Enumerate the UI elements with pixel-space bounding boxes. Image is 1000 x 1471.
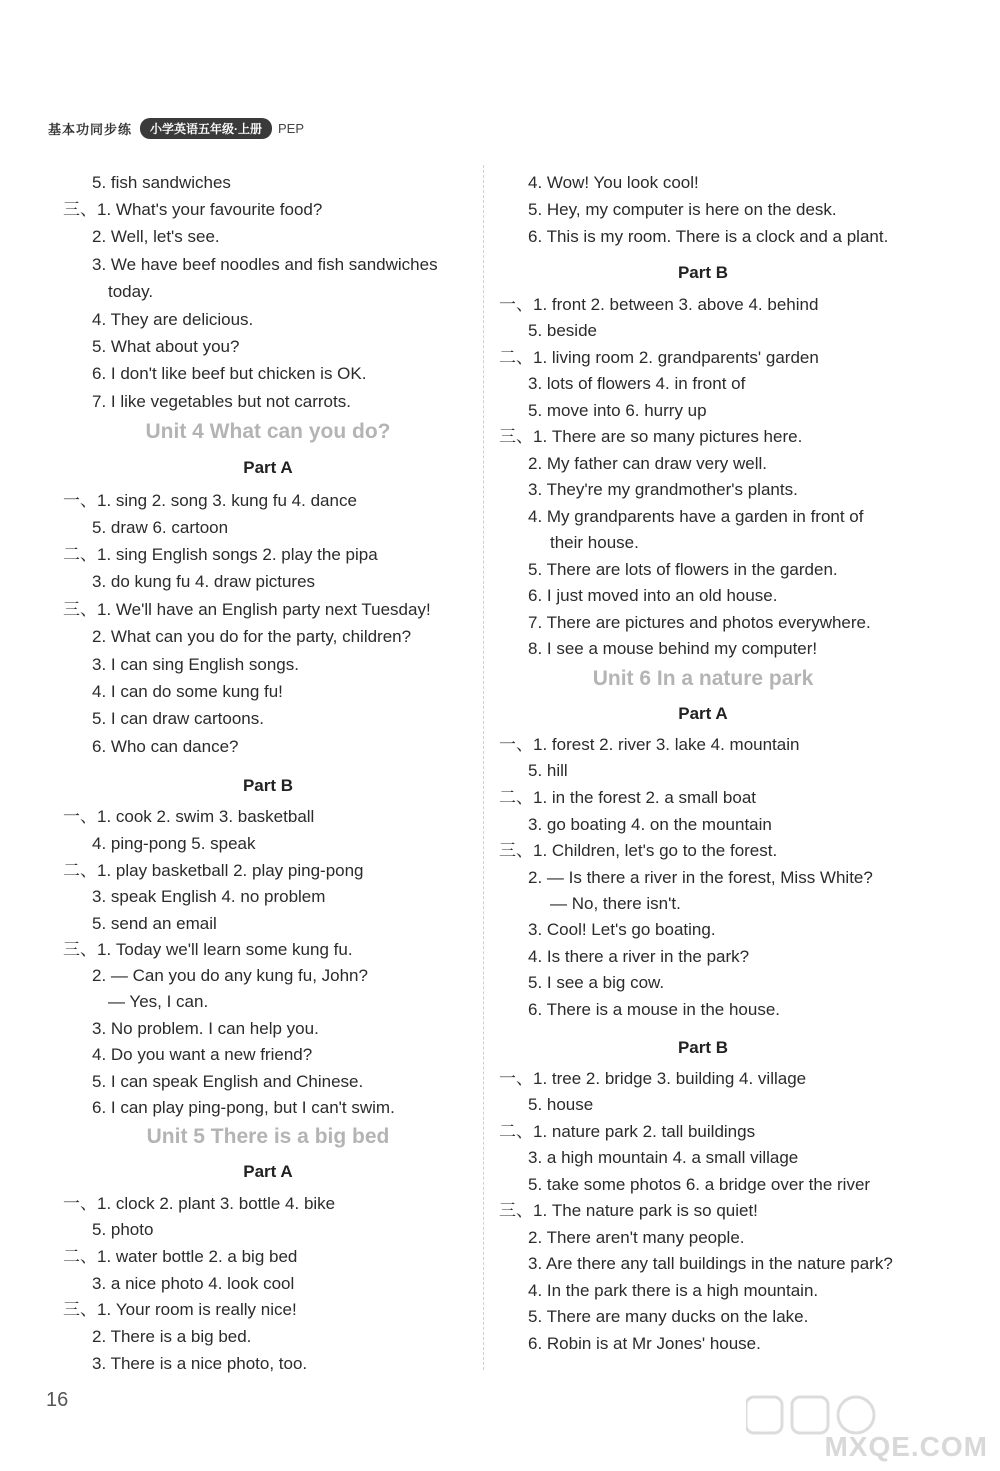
left-answer-line: 3. We have beef noodles and fish sandwiches: [92, 255, 438, 274]
left-answer-line: 6. I can play ping-pong, but I can't swim.: [92, 1098, 395, 1117]
right-answer-line: 一、1. tree 2. bridge 3. building 4. village: [499, 1069, 807, 1088]
right-answer-line: 5. There are lots of flowers in the garden.: [528, 560, 838, 579]
left-answer-line: 一、1. cook 2. swim 3. basketball: [63, 807, 315, 826]
right-answer-line: 2. My father can draw very well.: [528, 454, 768, 473]
left-answer-line: 3. There is a nice photo, too.: [92, 1354, 308, 1373]
right-part-heading: Part B: [677, 263, 729, 282]
right-answer-line: 一、1. front 2. between 3. above 4. behind: [499, 295, 819, 314]
right-answer-line: 3. go boating 4. on the mountain: [528, 815, 772, 834]
left-answer-line: 6. I don't like beef but chicken is OK.: [92, 364, 367, 383]
left-unit-heading: Unit 4 What can you do?: [145, 420, 391, 443]
left-answer-line: 5. I can draw cartoons.: [92, 709, 264, 728]
page-number: 16: [46, 1389, 69, 1411]
left-answer-line: today.: [108, 282, 154, 301]
right-answer-line: 二、1. in the forest 2. a small boat: [499, 788, 757, 807]
right-answer-line: 3. lots of flowers 4. in front of: [528, 374, 746, 393]
left-answer-line: 3. a nice photo 4. look cool: [92, 1274, 295, 1293]
left-part-heading: Part A: [243, 1162, 293, 1181]
watermark-logo-icon: [746, 1395, 986, 1435]
right-answer-line: 5. move into 6. hurry up: [528, 401, 707, 420]
right-answer-line: 5. hill: [528, 761, 568, 780]
left-answer-line: 二、1. play basketball 2. play ping-pong: [63, 861, 364, 880]
subject-badge: 小学英语五年级·上册: [140, 118, 272, 139]
right-answer-line: 5. I see a big cow.: [528, 973, 665, 992]
left-answer-line: 5. draw 6. cartoon: [92, 518, 229, 537]
right-answer-line: 6. I just moved into an old house.: [528, 586, 778, 605]
left-answer-line: 4. They are delicious.: [92, 310, 254, 329]
right-answer-line: 3. Are there any tall buildings in the nature park?: [528, 1254, 893, 1273]
right-answer-line: 5. beside: [528, 321, 597, 340]
left-answer-line: 5. photo: [92, 1220, 154, 1239]
left-answer-line: 4. ping-pong 5. speak: [92, 834, 256, 853]
right-answer-line: 3. a high mountain 4. a small village: [528, 1148, 799, 1167]
right-answer-line: 6. Robin is at Mr Jones' house.: [528, 1334, 761, 1353]
right-answer-line: 6. This is my room. There is a clock and a plant.: [528, 227, 889, 246]
right-answer-line: 4. My grandparents have a garden in front of: [528, 507, 864, 526]
left-answer-line: 3. do kung fu 4. draw pictures: [92, 572, 316, 591]
left-answer-line: 一、1. sing 2. song 3. kung fu 4. dance: [63, 491, 357, 510]
right-answer-line: 三、1. The nature park is so quiet!: [499, 1201, 758, 1220]
left-answer-line: 3. I can sing English songs.: [92, 655, 299, 674]
right-answer-line: 4. Wow! You look cool!: [528, 173, 699, 192]
left-answer-line: 5. I can speak English and Chinese.: [92, 1072, 364, 1091]
left-answer-line: 4. Do you want a new friend?: [92, 1045, 313, 1064]
right-answer-line: 一、1. forest 2. river 3. lake 4. mountain: [499, 735, 800, 754]
right-answer-line: 5. There are many ducks on the lake.: [528, 1307, 809, 1326]
left-answer-line: 2. What can you do for the party, children?: [92, 627, 412, 646]
left-answer-line: — Yes, I can.: [108, 992, 209, 1011]
left-unit-heading: Unit 5 There is a big bed: [146, 1125, 390, 1148]
left-answer-line: 2. There is a big bed.: [92, 1327, 252, 1346]
right-answer-line: 5. take some photos 6. a bridge over the river: [528, 1175, 871, 1194]
right-answer-line: 5. Hey, my computer is here on the desk.: [528, 200, 837, 219]
left-answer-line: 5. fish sandwiches: [92, 173, 231, 192]
left-answer-line: 三、1. Your room is really nice!: [63, 1300, 297, 1319]
column-divider: [483, 165, 484, 1370]
right-answer-line: 5. house: [528, 1095, 594, 1114]
right-answer-line: 2. — Is there a river in the forest, Miss White?: [528, 868, 873, 887]
left-part-heading: Part B: [242, 776, 294, 795]
left-answer-line: 一、1. clock 2. plant 3. bottle 4. bike: [63, 1194, 336, 1213]
series-title: 基本功同步练: [48, 121, 133, 137]
right-answer-line: 6. There is a mouse in the house.: [528, 1000, 781, 1019]
left-answer-line: 6. Who can dance?: [92, 737, 239, 756]
right-answer-line: 8. I see a mouse behind my computer!: [528, 639, 818, 658]
right-answer-line: 4. Is there a river in the park?: [528, 947, 750, 966]
page-header: [48, 117, 304, 139]
left-answer-line: 2. — Can you do any kung fu, John?: [92, 966, 368, 985]
left-answer-line: 3. speak English 4. no problem: [92, 887, 326, 906]
left-answer-line: 5. send an email: [92, 914, 217, 933]
right-answer-line: 二、1. nature park 2. tall buildings: [499, 1122, 756, 1141]
right-answer-line: 3. Cool! Let's go boating.: [528, 920, 716, 939]
right-answer-line: 二、1. living room 2. grandparents' garden: [499, 348, 819, 367]
left-answer-line: 二、1. sing English songs 2. play the pipa: [63, 545, 378, 564]
watermark-text: MXQE.COM: [824, 1431, 988, 1462]
left-answer-line: 4. I can do some kung fu!: [92, 682, 283, 701]
right-answer-line: 三、1. Children, let's go to the forest.: [499, 841, 778, 860]
left-answer-line: 3. No problem. I can help you.: [92, 1019, 319, 1038]
right-answer-line: 3. They're my grandmother's plants.: [528, 480, 798, 499]
left-answer-line: 二、1. water bottle 2. a big bed: [63, 1247, 298, 1266]
left-answer-line: 7. I like vegetables but not carrots.: [92, 392, 351, 411]
left-answer-line: 三、1. What's your favourite food?: [63, 200, 323, 219]
left-part-heading: Part A: [243, 458, 293, 477]
right-answer-line: 2. There aren't many people.: [528, 1228, 745, 1247]
right-answer-line: their house.: [550, 533, 639, 552]
left-answer-line: 5. What about you?: [92, 337, 240, 356]
right-part-heading: Part B: [677, 1038, 729, 1057]
right-answer-line: — No, there isn't.: [550, 894, 681, 913]
left-answer-line: 2. Well, let's see.: [92, 227, 220, 246]
right-unit-heading: Unit 6 In a nature park: [592, 667, 814, 690]
left-answer-line: 三、1. Today we'll learn some kung fu.: [63, 940, 353, 959]
right-answer-line: 7. There are pictures and photos everywhere.: [528, 613, 871, 632]
right-answer-line: 4. In the park there is a high mountain.: [528, 1281, 819, 1300]
right-part-heading: Part A: [678, 704, 728, 723]
right-answer-line: 三、1. There are so many pictures here.: [499, 427, 803, 446]
edition-label: PEP: [278, 120, 305, 136]
left-answer-line: 三、1. We'll have an English party next Tuesday!: [63, 600, 431, 619]
